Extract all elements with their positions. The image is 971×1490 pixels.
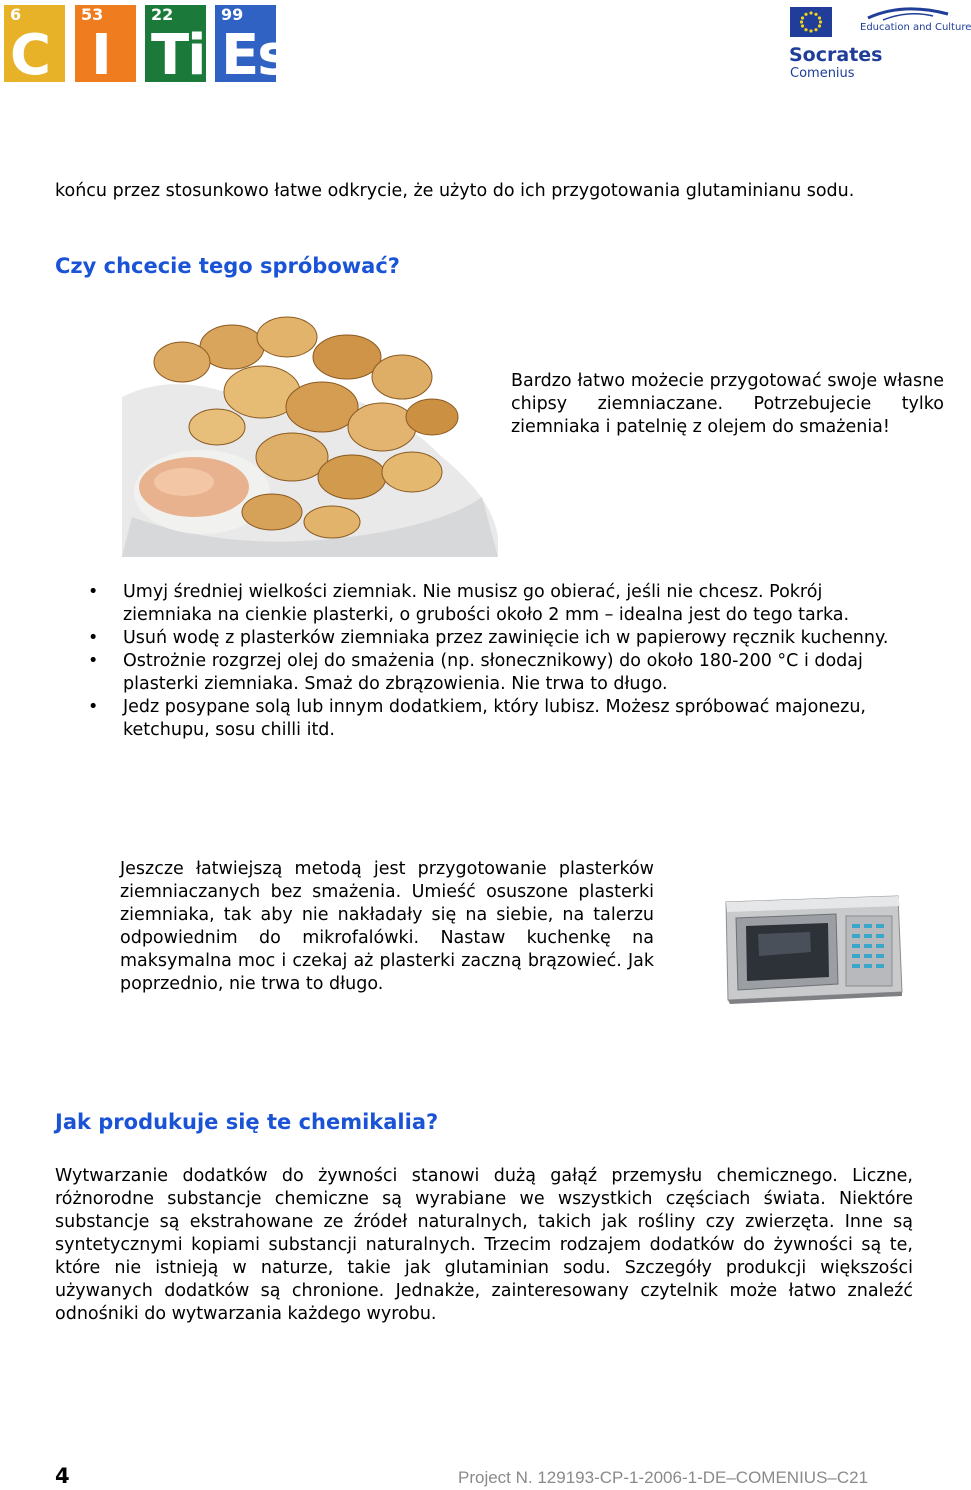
- logo-tile-ti: 22 Ti: [145, 5, 206, 82]
- logo-tile-i: 53 I: [75, 5, 136, 82]
- socrates-label: Socrates: [789, 44, 883, 66]
- eu-flag-icon: [790, 7, 832, 37]
- potato-chips-image: [122, 307, 498, 557]
- bullet-icon: •: [88, 582, 99, 602]
- section-heading-production: Jak produkuje się te chemikalia?: [55, 1110, 439, 1134]
- list-item: • Usuń wodę z plasterków ziemniaka przez zawinięcie ich w papierowy ręcznik kuchenny.: [88, 628, 889, 648]
- microwave-oven-image: [718, 892, 908, 1008]
- chips-intro-text: Bardzo łatwo możecie przygotować swoje własne chipsy ziemniaczane. Potrzebujecie tylko ziemniaka i patelnię z olejem do smażenia!: [511, 371, 944, 437]
- partner-tagline: Education and Culture: [860, 22, 971, 33]
- list-item: • Jedz posypane solą lub innym dodatkiem, który lubisz. Możesz spróbować majonezu, ketchupu, sosu chilli itd.: [88, 697, 866, 740]
- bullet-icon: •: [88, 697, 99, 717]
- socrates-comenius-logo: [785, 4, 971, 84]
- list-item: • Ostrożnie rozgrzej olej do smażenia (np. słonecznikowy) do około 180-200 °C i dodaj plasterki ziemniaka. Smaż do zbrązowienia. Nie trwa to długo.: [88, 651, 863, 694]
- bullet-icon: •: [88, 651, 99, 671]
- section-heading-try: Czy chcecie tego spróbować?: [55, 254, 400, 278]
- swoosh-icon: [863, 4, 953, 24]
- project-footer: Project N. 129193-CP-1-2006-1-DE–COMENIUS–C21: [458, 1468, 869, 1487]
- page-number: 4: [55, 1464, 70, 1488]
- steps-list: [55, 581, 895, 742]
- logo-tile-es: 99 Es: [215, 5, 276, 82]
- intro-paragraph: końcu przez stosunkowo łatwe odkrycie, że użyto do ich przygotowania glutaminianu sodu.: [55, 181, 855, 201]
- bullet-icon: •: [88, 628, 99, 648]
- list-item: • Umyj średniej wielkości ziemniak. Nie musisz go obierać, jeśli nie chcesz. Pokrój ziemniaka na cienkie plasterki, o grubości około 2 mm – idealna jest do tego tarka.: [88, 582, 850, 625]
- citiies-logo: [0, 0, 289, 90]
- comenius-label: Comenius: [790, 66, 855, 81]
- logo-tile-c: 6 C: [4, 5, 65, 82]
- production-paragraph: Wytwarzanie dodatków do żywności stanowi dużą gałąź przemysłu chemicznego. Liczne, różnorodne substancje chemiczne są wyrabiane we wszystkich częściach świata. Niektóre substancje są ekstrahowane ze źródeł naturalnych, takich jak rośliny czy zwierzęta. Inne są syntetycznymi kopiami substancji naturalnych. Trzecim rodzajem dodatków do żywności są te, które nie istnieją w naturze, takie jak glutaminian sodu. Szczegóły produkcji większości używanych dodatków są chronione. Jednakże, zainteresowany czytelnik może łatwo znaleźć odnośniki do wytwarzania każdego wyrobu.: [55, 1166, 913, 1324]
- microwave-method-text: Jeszcze łatwiejszą metodą jest przygotowanie plasterków ziemniaczanych bez smażenia. Umieść osuszone plasterki ziemniaka, tak aby nie nakładały się na siebie, na talerzu odpowiednim do mikrofalówki. Nastaw kuchenkę na maksymalna moc i czekaj aż plasterki zaczną brązowieć. Jak poprzednio, nie trwa to długo.: [120, 859, 654, 994]
